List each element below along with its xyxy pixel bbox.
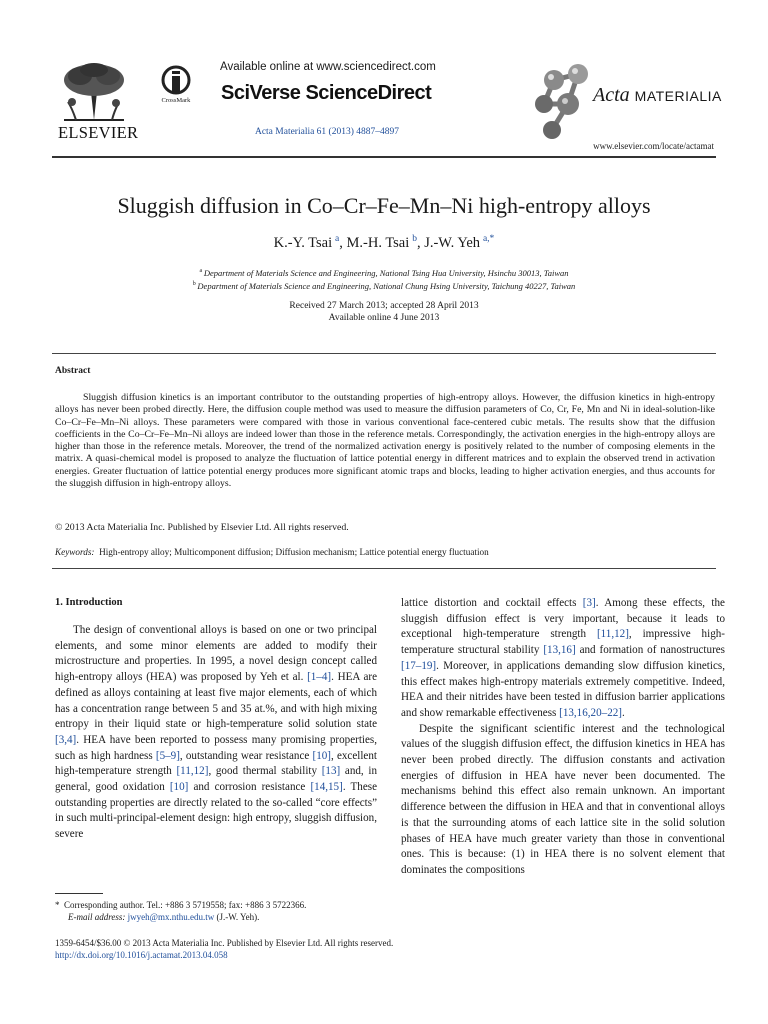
- email-label: E-mail address:: [68, 912, 126, 923]
- keywords: [55, 547, 489, 557]
- text-run: . Moreover, in applications demanding slow diffusion kinetics, this effect makes high-entropy materials extremely competitive. Indeed, HEA and their nitrides have been tested in diffusion barrier applications and show remarkable effectiveness: [401, 659, 725, 719]
- text-run: . HEA are defined as alloys containing at least five major elements, each of which has a concentration range between 5 and 35 at.%, and with high mixing entropy in their liquid state or high-temperature solid solution state: [55, 671, 377, 731]
- bottom-info: [55, 937, 393, 962]
- journal-reference-link[interactable]: Acta Materialia 61 (2013) 4887–4897: [254, 127, 400, 137]
- text-run: . Among these effects, the sluggish diffusion effect is very important, because it leads to exceptional high-temperature strength: [401, 597, 725, 641]
- affiliation-text: Department of Materials Science and Engineering, National Tsing Hua University, Hsinchu 30013, Taiwan: [203, 267, 569, 278]
- platform-name: SciVerse ScienceDirect: [221, 82, 432, 104]
- crossmark-icon[interactable]: [156, 65, 196, 97]
- affiliation-mark: b: [192, 281, 196, 288]
- article-title: Sluggish diffusion in Co–Cr–Fe–Mn–Ni high-entropy alloys: [117, 193, 651, 218]
- article-dates: [0, 300, 768, 324]
- journal-logo-acta: Acta: [593, 84, 630, 106]
- text-run: and, in general, good oxidation: [55, 765, 377, 794]
- header-rule: [52, 156, 716, 158]
- text-run: and corrosion resistance: [188, 781, 311, 794]
- email-link[interactable]: jwyeh@mx.nthu.edu.tw: [127, 912, 215, 923]
- text-run: , excellent high-temperature strength: [55, 749, 377, 778]
- citation-link[interactable]: [10]: [169, 781, 189, 794]
- affiliation-line: [0, 266, 768, 279]
- journal-logo-text: [593, 84, 722, 107]
- affiliations: [0, 266, 768, 293]
- available-date: Available online 4 June 2013: [328, 313, 440, 323]
- text-run: .: [621, 706, 625, 719]
- citation-link[interactable]: [1–4]: [307, 671, 332, 684]
- author-name: J.-W. Yeh: [424, 234, 481, 251]
- footnote-star: *: [55, 900, 60, 910]
- section-heading: 1. Introduction: [55, 597, 123, 608]
- right-column-text: [401, 596, 725, 879]
- text-run: lattice distortion and cocktail effects: [401, 597, 583, 609]
- left-column-text: [55, 623, 377, 843]
- abstract-top-rule: [52, 353, 716, 354]
- corresponding-author-note: [55, 899, 385, 911]
- text-run: . These outstanding properties are directly related to the so-called “core effects” in such multi-principal-element design: high entropy, sluggish diffusion, severe: [55, 781, 377, 841]
- citation-link[interactable]: [17–19]: [401, 659, 437, 672]
- publisher-name: ELSEVIER: [58, 123, 139, 142]
- elsevier-tree-logo: [58, 62, 130, 124]
- journal-url[interactable]: www.elsevier.com/locate/actamat: [593, 141, 714, 151]
- paragraph: [401, 596, 725, 722]
- citation-link[interactable]: [5–9]: [155, 749, 180, 762]
- citation-link[interactable]: [10]: [312, 749, 331, 762]
- author-name: M.-H. Tsai: [346, 234, 410, 251]
- author-affil-mark[interactable]: b: [412, 234, 417, 244]
- crossmark-label: CrossMark: [161, 97, 191, 104]
- author-list: K.-Y. Tsai $^a$, M.-H. Tsai $^b$, J.-W. Yeh $^{a,*}$: [273, 234, 495, 251]
- affiliation-text: Department of Materials Science and Engineering, National Chung Hsing University, Taichung 40227, Taiwan: [197, 281, 576, 292]
- text-run: , good thermal stability: [208, 765, 322, 778]
- author-affil-mark[interactable]: a: [335, 234, 340, 244]
- footnote-rule: [55, 893, 103, 894]
- email-line: [55, 911, 385, 923]
- citation-link[interactable]: [11,12]: [176, 765, 209, 778]
- available-online-text: Available online at www.sciencedirect.com: [220, 61, 436, 73]
- received-date: Received 27 March 2013; accepted 28 April 2013: [289, 301, 479, 311]
- acta-materialia-molecule-icon: [530, 60, 600, 142]
- citation-link[interactable]: [13,16]: [543, 644, 576, 657]
- corresponding-author-text: Corresponding author. Tel.: +886 3 5719558; fax: +886 3 5722366.: [64, 900, 307, 910]
- citation-link[interactable]: [13]: [321, 765, 341, 778]
- keywords-bottom-rule: [52, 568, 716, 569]
- abstract-text: Sluggish diffusion kinetics is an important contributor to the outstanding properties of high-entropy alloys. However, the diffusion kinetics in high-entropy alloys has never been probed directly. Here, the diffusion couple method was used to measure the diffusion parameters of Co, Cr, Fe, Mn and Ni in ideal-solution-like Co–Cr–Fe–Mn–Ni alloys. These parameters were compared with those in various conventional face-centered cubic metals. The results show that the diffusion coefficients in the Co–Cr–Fe–Mn–Ni alloys are indeed lower than those in the reference metals. Correspondingly, the activation energies in the high-entropy alloys are higher than those in the reference metals. Moreover, the trend of the normalized activation energy is positively related to the number of composing elements in the matrix. A quasi-chemical model is proposed to analyze the fluctuation of lattice potential energy in different matrices and to explain the observed trend in activation energies. Greater fluctuation of lattice potential energy produces more significant atomic traps and blocks, leading to higher activation energies, and thus accounts for the sluggish diffusion in high-entropy alloys.: [55, 392, 715, 490]
- text-run: . HEA have been reported to possess many promising properties, such as high hardness: [55, 733, 377, 762]
- citation-link[interactable]: [3]: [582, 597, 596, 609]
- citation-link[interactable]: [14,15]: [310, 781, 343, 794]
- citation-link[interactable]: [11,12]: [596, 628, 629, 641]
- paragraph: Despite the significant scientific interest and the technological values of the sluggish diffusion effect, the diffusion kinetics in HEA has never been probed directly. The diffusion constants and activation energies of diffusion in HEA have never been documented. The mechanisms behind this effect also remain unknown. An important difference between the diffusion in HEA and that in conventional alloys is that the surrounding atoms of each lattice site in the solid solution phases of HEA have much greater variety than those in conventional ones. This is because: (1) in HEA there is no solvent element that dominates the compositions: [401, 722, 725, 876]
- affiliation-line: [0, 279, 768, 292]
- author-affil-mark[interactable]: a,*: [482, 234, 495, 244]
- email-suffix: (J.-W. Yeh).: [216, 912, 260, 923]
- author-name: K.-Y. Tsai: [273, 234, 333, 251]
- text-run: , impressive high-temperature structural stability: [401, 628, 725, 657]
- keywords-label: Keywords:: [55, 547, 95, 557]
- keywords-text: High-entropy alloy; Multicomponent diffusion; Diffusion mechanism; Lattice potential energy fluctuation: [99, 547, 489, 557]
- affiliation-mark: a: [199, 268, 203, 274]
- journal-logo-materialia: MATERIALIA: [634, 88, 722, 104]
- text-run: The design of conventional alloys is based on one or two principal elements, and some minor elements are added to modify their microstructure and properties. In 1995, a novel design concept called high-entropy alloys (HEA) was proposed by Yeh et al.: [55, 624, 377, 684]
- doi-link[interactable]: http://dx.doi.org/10.1016/j.actamat.2013.04.058: [55, 950, 228, 961]
- text-run: , outstanding wear resistance: [179, 749, 313, 762]
- issn-line: 1359-6454/$36.00 © 2013 Acta Materialia Inc. Published by Elsevier Ltd. All rights reserved.: [55, 938, 394, 948]
- abstract-heading: Abstract: [55, 366, 91, 376]
- citation-link[interactable]: [3,4]: [55, 733, 77, 746]
- citation-link[interactable]: [13,16,20–22]: [559, 706, 622, 719]
- abstract-copyright: © 2013 Acta Materialia Inc. Published by Elsevier Ltd. All rights reserved.: [55, 522, 349, 533]
- footnote: [55, 899, 385, 923]
- text-run: and formation of nanostructures: [575, 644, 725, 657]
